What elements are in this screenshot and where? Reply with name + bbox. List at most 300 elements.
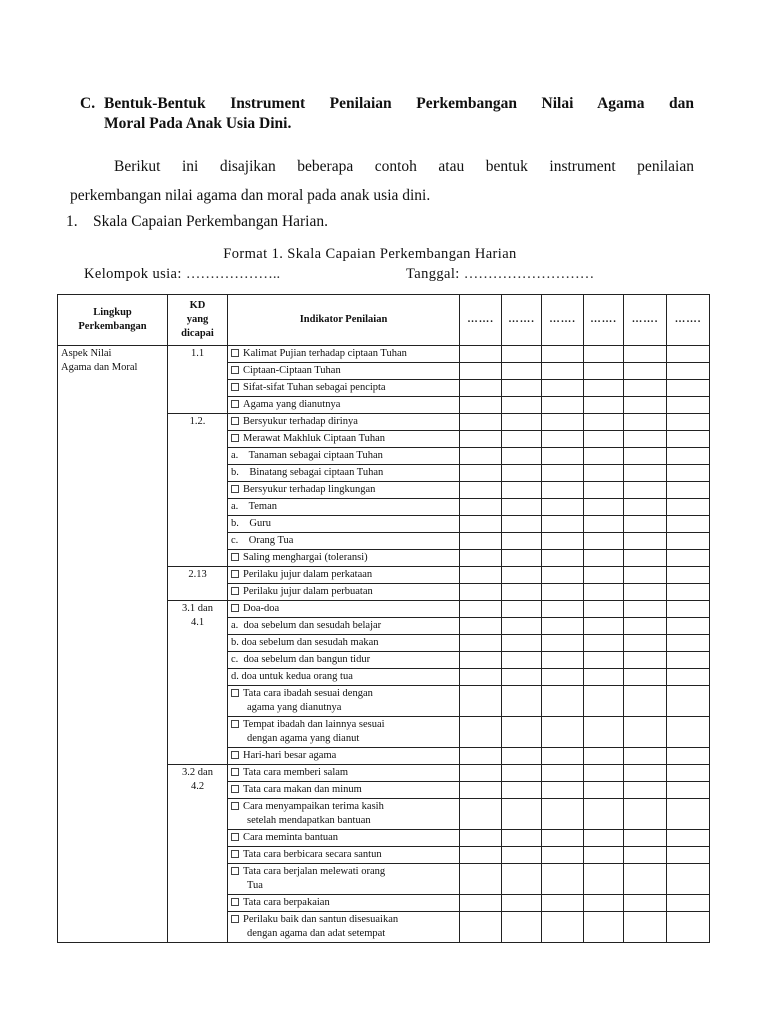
score-cell[interactable] <box>460 864 502 895</box>
score-cell[interactable] <box>542 686 584 717</box>
score-cell[interactable] <box>624 652 667 669</box>
score-cell[interactable] <box>667 717 710 748</box>
indicator-cell <box>228 550 460 567</box>
checkbox-icon <box>231 604 239 612</box>
score-cell[interactable] <box>584 567 624 584</box>
score-cell[interactable] <box>542 414 584 431</box>
score-cell[interactable] <box>624 567 667 584</box>
checkbox-icon <box>231 485 239 493</box>
table-header-row <box>58 295 710 346</box>
score-cell[interactable] <box>667 830 710 847</box>
indicator-cell <box>228 912 460 943</box>
score-cell[interactable] <box>667 363 710 380</box>
score-cell[interactable] <box>667 431 710 448</box>
score-cell[interactable] <box>667 652 710 669</box>
tanggal <box>406 266 594 283</box>
score-cell[interactable] <box>502 482 542 499</box>
score-cell[interactable] <box>584 380 624 397</box>
score-cell[interactable] <box>542 895 584 912</box>
indicator-cell <box>228 748 460 765</box>
header-blank-1: ……. <box>460 295 502 346</box>
score-cell[interactable] <box>624 380 667 397</box>
score-cell[interactable] <box>584 363 624 380</box>
score-cell[interactable] <box>542 618 584 635</box>
score-cell[interactable] <box>542 830 584 847</box>
indicator-text: Tata cara memberi salam <box>243 767 349 778</box>
score-cell[interactable] <box>502 686 542 717</box>
list-item-number: 1. <box>66 213 78 230</box>
score-cell[interactable] <box>624 635 667 652</box>
checkbox-icon <box>231 898 239 906</box>
checkbox-icon <box>231 768 239 776</box>
score-cell[interactable] <box>460 397 502 414</box>
intro-line1: Berikut ini disajikan beberapa contoh atau bentuk instrument penilaian <box>114 158 694 175</box>
indicator-cell <box>228 584 460 601</box>
score-cell[interactable] <box>460 550 502 567</box>
score-cell[interactable] <box>624 346 667 363</box>
score-cell[interactable] <box>667 799 710 830</box>
header-lingkup <box>58 295 168 346</box>
score-cell[interactable] <box>584 830 624 847</box>
score-cell[interactable] <box>667 448 710 465</box>
score-cell[interactable] <box>667 482 710 499</box>
indicator-text-line1: Tempat ibadah dan lainnya sesuai <box>243 719 385 730</box>
score-cell[interactable] <box>624 363 667 380</box>
score-cell[interactable] <box>667 912 710 943</box>
score-cell[interactable] <box>542 584 584 601</box>
score-cell[interactable] <box>667 686 710 717</box>
score-cell[interactable] <box>584 799 624 830</box>
format-title: Format 1. Skala Capaian Perkembangan Harian <box>223 246 517 262</box>
score-cell[interactable] <box>624 669 667 686</box>
score-cell[interactable] <box>502 669 542 686</box>
score-cell[interactable] <box>460 533 502 550</box>
score-cell[interactable] <box>584 516 624 533</box>
score-cell[interactable] <box>542 782 584 799</box>
kelompok-blank: ……………….. <box>185 266 281 282</box>
score-cell[interactable] <box>460 912 502 943</box>
score-cell[interactable] <box>542 431 584 448</box>
indicator-cell <box>228 847 460 864</box>
score-cell[interactable] <box>667 516 710 533</box>
indicator-cell <box>228 618 460 635</box>
indicator-text-line2: setelah mendapatkan bantuan <box>247 815 371 826</box>
indicator-text: a. Teman <box>231 501 278 512</box>
score-cell[interactable] <box>460 669 502 686</box>
score-cell[interactable] <box>542 717 584 748</box>
intro-paragraph <box>70 152 694 210</box>
indicator-cell <box>228 414 460 431</box>
checkbox-icon <box>231 383 239 391</box>
lingkup-cell <box>58 346 168 943</box>
score-cell[interactable] <box>542 550 584 567</box>
score-cell[interactable] <box>667 635 710 652</box>
score-cell[interactable] <box>502 799 542 830</box>
score-cell[interactable] <box>460 482 502 499</box>
header-kd-line2: yang <box>186 314 209 325</box>
indicator-cell <box>228 431 460 448</box>
score-cell[interactable] <box>624 799 667 830</box>
score-cell[interactable] <box>584 584 624 601</box>
score-cell[interactable] <box>502 618 542 635</box>
header-kd <box>168 295 228 346</box>
score-cell[interactable] <box>624 448 667 465</box>
score-cell[interactable] <box>584 895 624 912</box>
score-cell[interactable] <box>584 533 624 550</box>
score-cell[interactable] <box>542 864 584 895</box>
intro-line2: perkembangan nilai agama dan moral pada anak usia dini. <box>70 187 431 204</box>
score-cell[interactable] <box>584 635 624 652</box>
score-cell[interactable] <box>624 482 667 499</box>
score-cell[interactable] <box>667 567 710 584</box>
indicator-cell <box>228 686 460 717</box>
score-cell[interactable] <box>584 482 624 499</box>
score-cell[interactable] <box>584 499 624 516</box>
score-cell[interactable] <box>624 516 667 533</box>
score-cell[interactable] <box>460 363 502 380</box>
score-cell[interactable] <box>502 895 542 912</box>
score-cell[interactable] <box>667 765 710 782</box>
score-cell[interactable] <box>460 584 502 601</box>
aspek-line2: Agama dan Moral <box>61 362 138 373</box>
checkbox-icon <box>231 570 239 578</box>
kelompok-label: Kelompok usia: <box>84 266 182 282</box>
indicator-text: Merawat Makhluk Ciptaan Tuhan <box>243 433 386 444</box>
score-cell[interactable] <box>667 601 710 618</box>
indicator-cell <box>228 465 460 482</box>
indicator-text: Tata cara berbicara secara santun <box>243 849 382 860</box>
indicator-text: Kalimat Pujian terhadap ciptaan Tuhan <box>243 348 407 359</box>
indicator-cell <box>228 601 460 618</box>
section-letter: C. <box>80 95 96 112</box>
indicator-cell <box>228 765 460 782</box>
score-cell[interactable] <box>584 346 624 363</box>
score-cell[interactable] <box>584 748 624 765</box>
score-cell[interactable] <box>542 652 584 669</box>
checkbox-icon <box>231 400 239 408</box>
score-cell[interactable] <box>460 652 502 669</box>
score-cell[interactable] <box>667 847 710 864</box>
score-cell[interactable] <box>460 414 502 431</box>
score-cell[interactable] <box>542 363 584 380</box>
checkbox-icon <box>231 689 239 697</box>
score-cell[interactable] <box>502 912 542 943</box>
table-row <box>58 346 710 363</box>
score-cell[interactable] <box>584 550 624 567</box>
indicator-cell <box>228 717 460 748</box>
score-cell[interactable] <box>667 499 710 516</box>
score-cell[interactable] <box>624 830 667 847</box>
score-cell[interactable] <box>542 748 584 765</box>
tanggal-blank: ……………………… <box>463 266 595 282</box>
list-item <box>66 213 328 231</box>
score-cell[interactable] <box>460 346 502 363</box>
score-cell[interactable] <box>460 567 502 584</box>
indicator-text-line2: Tua <box>247 880 263 891</box>
score-cell[interactable] <box>667 864 710 895</box>
score-cell[interactable] <box>542 482 584 499</box>
score-cell[interactable] <box>667 550 710 567</box>
indicator-text: c. doa sebelum dan bangun tidur <box>231 654 371 665</box>
assessment-table <box>57 294 710 943</box>
checkbox-icon <box>231 366 239 374</box>
score-cell[interactable] <box>624 499 667 516</box>
indicator-cell <box>228 567 460 584</box>
score-cell[interactable] <box>542 516 584 533</box>
score-cell[interactable] <box>502 567 542 584</box>
score-cell[interactable] <box>667 346 710 363</box>
checkbox-icon <box>231 785 239 793</box>
score-cell[interactable] <box>584 465 624 482</box>
score-cell[interactable] <box>460 448 502 465</box>
checkbox-icon <box>231 915 239 923</box>
score-cell[interactable] <box>667 533 710 550</box>
score-cell[interactable] <box>502 864 542 895</box>
score-cell[interactable] <box>502 414 542 431</box>
score-cell[interactable] <box>624 550 667 567</box>
score-cell[interactable] <box>460 717 502 748</box>
score-cell[interactable] <box>624 864 667 895</box>
indicator-text: Perilaku jujur dalam perbuatan <box>243 586 373 597</box>
indicator-text: Doa-doa <box>243 603 280 614</box>
checkbox-icon <box>231 587 239 595</box>
indicator-cell <box>228 363 460 380</box>
score-cell[interactable] <box>502 499 542 516</box>
indicator-text: Tata cara makan dan minum <box>243 784 362 795</box>
indicator-text-line1: Perilaku baik dan santun disesuaikan <box>243 914 399 925</box>
score-cell[interactable] <box>502 652 542 669</box>
score-cell[interactable] <box>502 847 542 864</box>
score-cell[interactable] <box>460 465 502 482</box>
score-cell[interactable] <box>667 669 710 686</box>
score-cell[interactable] <box>460 799 502 830</box>
score-cell[interactable] <box>624 431 667 448</box>
kd-cell <box>168 765 228 943</box>
kd-line2: 4.1 <box>190 617 205 628</box>
score-cell[interactable] <box>667 380 710 397</box>
score-cell[interactable] <box>584 397 624 414</box>
kd-line1: 3.2 dan <box>182 767 213 778</box>
checkbox-icon <box>231 850 239 858</box>
score-cell[interactable] <box>624 748 667 765</box>
header-kd-line1: KD <box>189 300 206 311</box>
kd-line2: 4.2 <box>190 781 205 792</box>
score-cell[interactable] <box>667 397 710 414</box>
score-cell[interactable] <box>502 431 542 448</box>
score-cell[interactable] <box>502 584 542 601</box>
list-item-text: Skala Capaian Perkembangan Harian. <box>93 213 328 230</box>
indicator-text-line2: dengan agama dan adat setempat <box>247 928 386 939</box>
header-blank-2: ……. <box>502 295 542 346</box>
indicator-text: Saling menghargai (toleransi) <box>243 552 368 563</box>
score-cell[interactable] <box>502 346 542 363</box>
score-cell[interactable] <box>502 748 542 765</box>
checkbox-icon <box>231 720 239 728</box>
score-cell[interactable] <box>542 669 584 686</box>
score-cell[interactable] <box>624 895 667 912</box>
score-cell[interactable] <box>624 847 667 864</box>
score-cell[interactable] <box>667 584 710 601</box>
score-cell[interactable] <box>542 765 584 782</box>
score-cell[interactable] <box>667 414 710 431</box>
score-cell[interactable] <box>584 669 624 686</box>
checkbox-icon <box>231 434 239 442</box>
indicator-text: Ciptaan-Ciptaan Tuhan <box>243 365 341 376</box>
score-cell[interactable] <box>542 499 584 516</box>
score-cell[interactable] <box>624 601 667 618</box>
indicator-text: d. doa untuk kedua orang tua <box>231 671 353 682</box>
score-cell[interactable] <box>502 830 542 847</box>
indicator-text: b. Guru <box>231 518 271 529</box>
tanggal-label: Tanggal: <box>406 266 460 282</box>
header-kd-line3: dicapai <box>181 328 214 339</box>
indicator-cell <box>228 482 460 499</box>
score-cell[interactable] <box>584 618 624 635</box>
score-cell[interactable] <box>542 346 584 363</box>
score-cell[interactable] <box>460 516 502 533</box>
header-lingkup-line2: Perkembangan <box>78 321 147 332</box>
score-cell[interactable] <box>542 397 584 414</box>
checkbox-icon <box>231 867 239 875</box>
indicator-cell <box>228 533 460 550</box>
score-cell[interactable] <box>584 717 624 748</box>
score-cell[interactable] <box>624 717 667 748</box>
score-cell[interactable] <box>502 635 542 652</box>
score-cell[interactable] <box>502 533 542 550</box>
indicator-cell <box>228 782 460 799</box>
kd-cell: 2.13 <box>168 567 228 601</box>
score-cell[interactable] <box>624 618 667 635</box>
score-cell[interactable] <box>542 448 584 465</box>
score-cell[interactable] <box>624 465 667 482</box>
score-cell[interactable] <box>460 380 502 397</box>
score-cell[interactable] <box>624 912 667 943</box>
kd-cell: 1.1 <box>168 346 228 414</box>
score-cell[interactable] <box>542 847 584 864</box>
score-cell[interactable] <box>502 448 542 465</box>
indicator-text: b. Binatang sebagai ciptaan Tuhan <box>231 467 384 478</box>
score-cell[interactable] <box>624 397 667 414</box>
score-cell[interactable] <box>502 601 542 618</box>
score-cell[interactable] <box>667 782 710 799</box>
score-cell[interactable] <box>460 847 502 864</box>
indicator-cell <box>228 830 460 847</box>
score-cell[interactable] <box>584 448 624 465</box>
score-cell[interactable] <box>584 601 624 618</box>
score-cell[interactable] <box>584 414 624 431</box>
score-cell[interactable] <box>460 686 502 717</box>
score-cell[interactable] <box>584 686 624 717</box>
header-blank-5: ……. <box>624 295 667 346</box>
score-cell[interactable] <box>460 895 502 912</box>
score-cell[interactable] <box>542 635 584 652</box>
score-cell[interactable] <box>584 847 624 864</box>
score-cell[interactable] <box>502 465 542 482</box>
score-cell[interactable] <box>667 895 710 912</box>
score-cell[interactable] <box>502 363 542 380</box>
checkbox-icon <box>231 751 239 759</box>
score-cell[interactable] <box>502 397 542 414</box>
score-cell[interactable] <box>460 830 502 847</box>
score-cell[interactable] <box>542 533 584 550</box>
score-cell[interactable] <box>624 686 667 717</box>
indicator-cell <box>228 895 460 912</box>
header-blank-4: ……. <box>584 295 624 346</box>
indicator-text: Cara meminta bantuan <box>243 832 339 843</box>
score-cell[interactable] <box>460 765 502 782</box>
score-cell[interactable] <box>502 380 542 397</box>
score-cell[interactable] <box>542 465 584 482</box>
score-cell[interactable] <box>502 516 542 533</box>
score-cell[interactable] <box>624 782 667 799</box>
score-cell[interactable] <box>624 414 667 431</box>
indicator-cell <box>228 397 460 414</box>
score-cell[interactable] <box>460 782 502 799</box>
section-title-line1: Bentuk-Bentuk Instrument Penilaian Perkembangan Nilai Agama dan <box>104 95 694 112</box>
score-cell[interactable] <box>460 635 502 652</box>
indicator-text: a. doa sebelum dan sesudah belajar <box>231 620 382 631</box>
score-cell[interactable] <box>667 618 710 635</box>
aspek-line1: Aspek Nilai <box>61 348 112 359</box>
indicator-cell <box>228 448 460 465</box>
score-cell[interactable] <box>584 652 624 669</box>
indicator-text-line1: Cara menyampaikan terima kasih <box>243 801 384 812</box>
score-cell[interactable] <box>542 601 584 618</box>
score-cell[interactable] <box>460 499 502 516</box>
kd-cell: 1.2. <box>168 414 228 567</box>
score-cell[interactable] <box>667 465 710 482</box>
score-cell[interactable] <box>502 550 542 567</box>
score-cell[interactable] <box>502 765 542 782</box>
indicator-cell <box>228 380 460 397</box>
score-cell[interactable] <box>542 799 584 830</box>
indicator-text: Bersyukur terhadap dirinya <box>243 416 358 427</box>
score-cell[interactable] <box>460 431 502 448</box>
indicator-text: Bersyukur terhadap lingkungan <box>243 484 376 495</box>
indicator-text: c. Orang Tua <box>231 535 294 546</box>
score-cell[interactable] <box>584 912 624 943</box>
score-cell[interactable] <box>460 748 502 765</box>
indicator-text-line2: agama yang dianutnya <box>247 702 342 713</box>
score-cell[interactable] <box>624 584 667 601</box>
header-blank-6: ……. <box>667 295 710 346</box>
score-cell[interactable] <box>502 717 542 748</box>
checkbox-icon <box>231 802 239 810</box>
indicator-cell <box>228 864 460 895</box>
indicator-cell <box>228 669 460 686</box>
checkbox-icon <box>231 833 239 841</box>
indicator-cell <box>228 516 460 533</box>
section-title-line2: Moral Pada Anak Usia Dini. <box>104 115 292 132</box>
score-cell[interactable] <box>624 765 667 782</box>
score-cell[interactable] <box>624 533 667 550</box>
score-cell[interactable] <box>460 601 502 618</box>
score-cell[interactable] <box>460 618 502 635</box>
score-cell[interactable] <box>584 782 624 799</box>
indicator-cell <box>228 346 460 363</box>
indicator-text: Hari-hari besar agama <box>243 750 337 761</box>
score-cell[interactable] <box>667 748 710 765</box>
score-cell[interactable] <box>584 431 624 448</box>
score-cell[interactable] <box>502 782 542 799</box>
score-cell[interactable] <box>542 567 584 584</box>
score-cell[interactable] <box>584 765 624 782</box>
kd-cell <box>168 601 228 765</box>
score-cell[interactable] <box>584 864 624 895</box>
score-cell[interactable] <box>542 912 584 943</box>
header-lingkup-line1: Lingkup <box>93 307 132 318</box>
score-cell[interactable] <box>542 380 584 397</box>
